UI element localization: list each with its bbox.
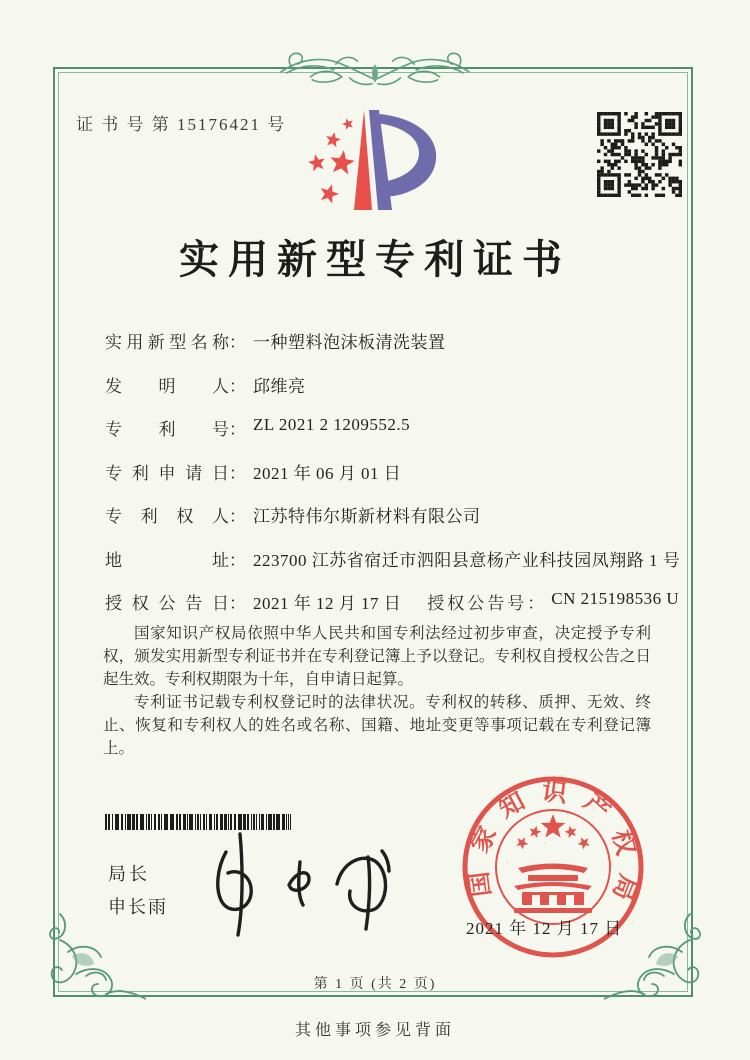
- field-row-utility-name: 实用新型名称 ： 一种塑料泡沫板清洗装置: [105, 328, 665, 372]
- field-value: ZL 2021 2 1209552.5: [253, 415, 411, 434]
- director-signature-icon: [196, 828, 406, 940]
- field-row-inventor: 发明人 ： 邱维亮: [105, 372, 665, 416]
- certificate-title: 实用新型专利证书: [179, 237, 571, 282]
- field-label: 实用新型名称: [105, 333, 229, 352]
- seal-date: 2021 年 12 月 17 日: [466, 919, 623, 938]
- field-label: 专利申请日: [105, 463, 229, 483]
- grant-date-value: 2021 年 12 月 17 日: [253, 594, 402, 613]
- qr-code-icon: [597, 112, 682, 197]
- field-row-filing-date: 专利申请日 ： 2021 年 06 月 01 日: [105, 459, 665, 503]
- certificate-number: 证 书 号 第 15176421 号: [76, 115, 287, 134]
- field-label: 授权公告号: [427, 594, 528, 613]
- field-row-patent-no: 专利号 ： ZL 2021 2 1209552.5: [105, 415, 411, 439]
- grant-no-value: CN 215198536 U: [551, 589, 680, 608]
- seal-text: 国家知识产权局: [464, 778, 643, 918]
- director-title: 局长: [108, 864, 150, 884]
- field-label: 专利号: [105, 420, 229, 439]
- field-row-patentee: 专利权人 ： 江苏特伟尔斯新材料有限公司: [105, 502, 665, 546]
- cnipa-logo-icon: [302, 106, 452, 216]
- field-row-address: 地址 ： 223700 江苏省宿迁市泗阳县意杨产业科技园凤翔路 1 号: [105, 546, 665, 590]
- paragraph-2: 专利证书记载专利权登记时的法律状况。专利权的转移、质押、无效、终止、恢复和专利权人的姓名或名称、国籍、地址变更等事项记载在专利登记簿上。: [103, 694, 651, 757]
- field-value: 2021 年 06 月 01 日: [253, 463, 402, 483]
- field-value: 223700 江苏省宿迁市泗阳县意杨产业科技园凤翔路 1 号: [253, 550, 681, 570]
- field-label: 授权公告日: [105, 594, 229, 613]
- field-row-grant: 授权公告日 ： 2021 年 12 月 17 日 授权公告号 ： CN 215198536 U: [105, 589, 680, 613]
- back-note: 其他事项参见背面: [294, 1022, 455, 1039]
- field-value: 江苏特伟尔斯新材料有限公司: [253, 507, 481, 526]
- field-label: 地址: [105, 550, 229, 570]
- field-value: 邱维亮: [253, 376, 306, 396]
- tiananmen-emblem-icon: [514, 864, 592, 914]
- field-value: 一种塑料泡沫板清洗装置: [253, 333, 446, 352]
- director-name: 申长雨: [108, 897, 168, 917]
- legal-text: [103, 622, 651, 760]
- field-label: 专利权人: [105, 507, 229, 526]
- field-label: 发明人: [105, 376, 229, 396]
- field-list: [105, 328, 681, 633]
- page-number: 第 1 页 (共 2 页): [313, 977, 437, 992]
- paragraph-1: 国家知识产权局依照中华人民共和国专利法经过初步审查，决定授予专利权，颁发实用新型专利证书并在专利登记簿上予以登记。专利权自授权公告之日起生效。专利权期限为十年，自申请日起算。: [103, 625, 651, 688]
- grant-no-group: 授权公告号 ： CN 215198536 U: [427, 589, 680, 613]
